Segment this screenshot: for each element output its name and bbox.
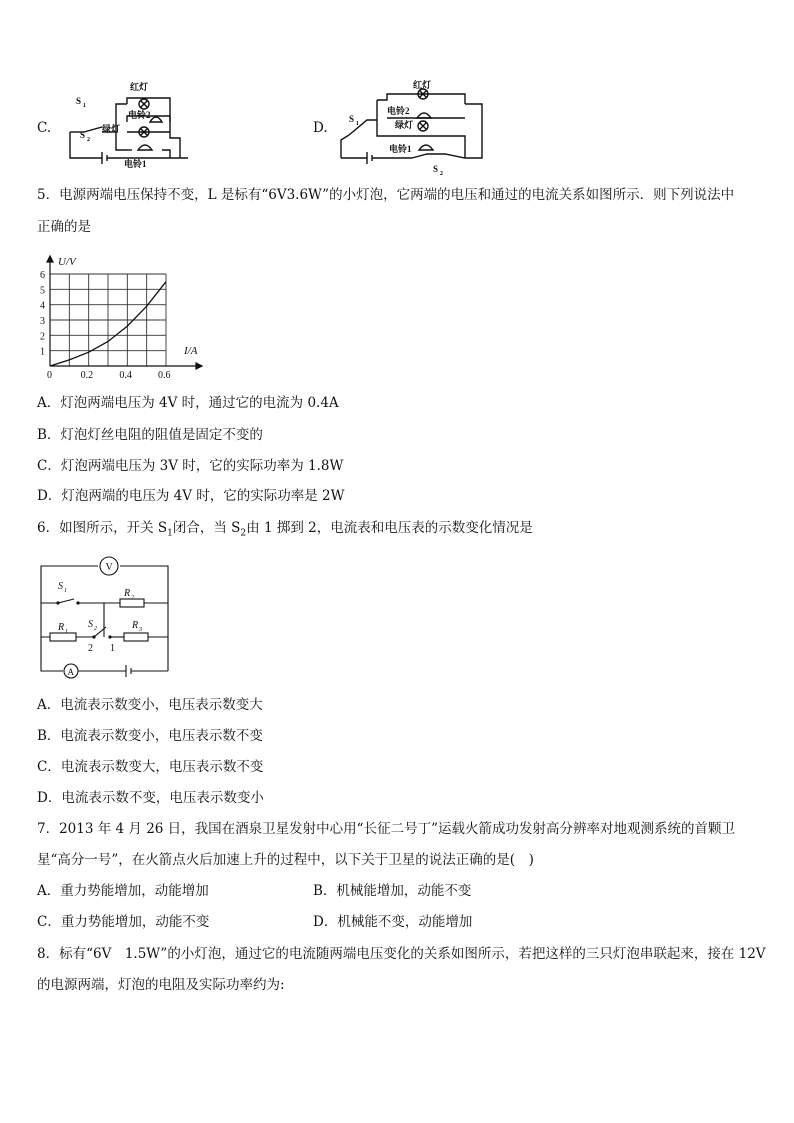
x-tick-label: 0.4 bbox=[119, 370, 132, 381]
switch-position-1: 1 bbox=[110, 643, 115, 654]
x-tick-label: 0.6 bbox=[158, 370, 171, 381]
q7-option-b: B．机械能增加，动能不变 bbox=[313, 883, 472, 899]
chart-axes bbox=[47, 256, 202, 369]
q5-option-c: C．灯泡两端电压为 3V 时，它的实际功率为 1.8W bbox=[37, 458, 344, 474]
option-d-label: D. bbox=[313, 120, 328, 136]
y-tick-label: 4 bbox=[40, 300, 45, 312]
label-green-lamp-d: 绿灯 bbox=[395, 120, 414, 130]
svg-text:1: 1 bbox=[83, 103, 86, 109]
q6-option-c: C．电流表示数变大，电压表示数不变 bbox=[37, 759, 264, 775]
x-tick-label: 0 bbox=[47, 370, 52, 381]
y-tick-label: 5 bbox=[40, 285, 45, 297]
q5-stem-line1: 5．电源两端电压保持不变，L 是标有“6V3.6W”的小灯泡，它两端的电压和通过的电流关系如图所示．则下列说法中 bbox=[37, 187, 735, 203]
q6-stem: 6．如图所示，开关 $S_1$闭合，当 $S_2$由 1 掷到 2，电流表和电压表的示数变化情况是 bbox=[37, 520, 533, 539]
label-r1: R bbox=[58, 622, 65, 633]
q6-option-d: D．电流表示数不变，电压表示数变小 bbox=[37, 790, 264, 806]
option-c-label: C. bbox=[37, 120, 52, 136]
label-s2: S bbox=[88, 619, 93, 630]
svg-text:2: 2 bbox=[94, 626, 97, 632]
x-tick-label: 0.2 bbox=[80, 370, 94, 381]
label-s2-d: S bbox=[433, 164, 439, 174]
svg-text:2: 2 bbox=[87, 137, 90, 143]
label-bell1: 电铃1 bbox=[124, 159, 147, 168]
q8-stem-line1: 8．标有“6V 1.5W”的小灯泡，通过它的电流随两端电压变化的关系如图所示，若把这样的三只灯泡串联起来，接在 12V bbox=[37, 946, 766, 962]
q7-stem-line2: 星“高分一号”，在火箭点火后加速上升的过程中，以下关于卫星的说法正确的是( ) bbox=[37, 852, 534, 868]
q7-stem-line1: 7．2013 年 4 月 26 日，我国在酒泉卫星发射中心用“长征二号丁”运载火箭成功发射高分辨率对地观测系统的首颗卫 bbox=[37, 821, 735, 837]
svg-text:3: 3 bbox=[139, 627, 142, 633]
q5-option-d: D．灯泡两端的电压为 4V 时，它的实际功率是 2W bbox=[37, 488, 345, 504]
circuit-diagram-c bbox=[62, 80, 212, 168]
u-i-chart bbox=[38, 250, 218, 382]
y-tick-label: 2 bbox=[40, 331, 45, 343]
chart-grid bbox=[50, 274, 166, 366]
y-axis-arrow bbox=[47, 256, 53, 262]
label-bell2: 电铃2 bbox=[128, 110, 151, 120]
label-red-lamp-d: 红灯 bbox=[413, 80, 432, 90]
svg-text:2: 2 bbox=[440, 171, 443, 177]
label-s1: S bbox=[76, 96, 82, 106]
q6-option-a: A．电流表示数变小，电压表示数变大 bbox=[37, 697, 263, 713]
label-r3: R bbox=[132, 620, 139, 631]
q5-option-a: A．灯泡两端电压为 4V 时，通过它的电流为 0.4A bbox=[37, 395, 339, 411]
x-axis-label: I/A bbox=[184, 345, 198, 357]
label-s2: S bbox=[80, 130, 86, 140]
svg-text:1: 1 bbox=[65, 629, 68, 635]
svg-text:1: 1 bbox=[356, 121, 359, 127]
q5-option-b: B．灯泡灯丝电阻的阻值是固定不变的 bbox=[37, 427, 263, 443]
svg-text:1: 1 bbox=[64, 588, 67, 594]
y-axis-label: U/V bbox=[58, 256, 76, 268]
q6-option-b: B．电流表示数变小，电压表示数不变 bbox=[37, 728, 263, 744]
label-bell1-d: 电铃1 bbox=[389, 144, 412, 154]
ammeter-symbol: A bbox=[67, 667, 74, 677]
label-green-lamp: 绿灯 bbox=[102, 124, 121, 134]
q7-option-c: C．重力势能增加，动能不变 bbox=[37, 914, 210, 930]
label-s1: S bbox=[58, 581, 63, 592]
label-red-lamp: 红灯 bbox=[130, 82, 149, 92]
label-bell2-d: 电铃2 bbox=[387, 106, 410, 116]
x-axis-arrow bbox=[196, 363, 202, 369]
y-tick-label: 1 bbox=[40, 346, 45, 358]
y-tick-label: 3 bbox=[40, 316, 45, 327]
label-r2: R bbox=[124, 588, 131, 599]
y-tick-label: 6 bbox=[40, 270, 45, 281]
q7-option-d: D．机械能不变，动能增加 bbox=[313, 914, 473, 930]
switch-position-2: 2 bbox=[88, 643, 93, 654]
chart-tick-labels bbox=[40, 270, 171, 381]
q8-stem-line2: 的电源两端，灯泡的电阻及实际功率约为: bbox=[37, 977, 285, 993]
circuit-diagram-q6 bbox=[38, 553, 172, 683]
voltmeter-symbol: V bbox=[105, 562, 113, 573]
circuit-diagram-d bbox=[337, 80, 487, 178]
label-s1-d: S bbox=[349, 114, 355, 124]
svg-text:2: 2 bbox=[131, 595, 134, 601]
q7-option-a: A．重力势能增加，动能增加 bbox=[37, 883, 209, 899]
q5-stem-line2: 正确的是 bbox=[37, 219, 91, 235]
